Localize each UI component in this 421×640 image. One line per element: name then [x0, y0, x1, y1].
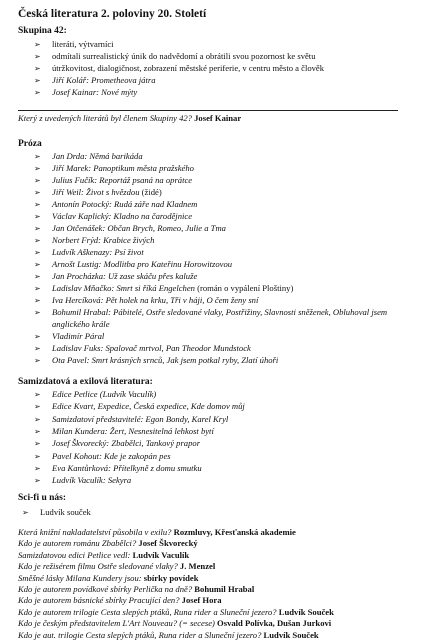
arrow-bullet-icon: ➢: [34, 272, 41, 281]
arrow-bullet-icon: ➢: [34, 332, 41, 341]
list-item: ➢ Jiří Kolář: Prometheova játra: [34, 75, 156, 85]
list-item: ➢ Ota Pavel: Smrt krásných srnců, Jak jsem potkal ryby, Zlatí úhoři: [34, 355, 279, 365]
arrow-bullet-icon: ➢: [34, 356, 41, 365]
arrow-bullet-icon: ➢: [34, 414, 41, 424]
arrow-bullet-icon: ➢: [34, 52, 41, 61]
arrow-bullet-icon: ➢: [34, 296, 41, 305]
quiz-question: Kdo je autorem povídkové sbírky Perlička na dně? Bohumil Hrabal: [18, 584, 255, 594]
quiz-answer: Josef Hora: [181, 595, 222, 606]
quiz-question: Kdo je autorem románu Zbabělci? Josef Škvorecký: [18, 538, 198, 549]
divider: [18, 110, 398, 111]
quiz-answer: sbírky povídek: [143, 572, 199, 583]
arrow-bullet-icon: ➢: [34, 451, 41, 461]
arrow-bullet-icon: ➢: [34, 224, 41, 233]
arrow-bullet-icon: ➢: [34, 236, 41, 245]
quiz-answer: Ludvík Souček: [278, 606, 334, 617]
quiz-question: Kdo je českým představitelem L'Art Nouveau? (= secese) Osvald Polívka, Dušan Jurkovi: [18, 618, 332, 629]
section-heading-scifi: Sci-fi u nás:: [18, 493, 67, 503]
arrow-bullet-icon: ➢: [34, 176, 41, 185]
arrow-bullet-icon: ➢: [34, 463, 41, 473]
quiz-answer: J. Menzel: [179, 561, 216, 572]
list-item: ➢ odmítali surrealistický únik do nadvědomí a obrátili svou pozornost ke světu: [34, 51, 316, 61]
arrow-bullet-icon: ➢: [34, 344, 41, 353]
quiz-answer: Rozmluvy, Křesťanská akademie: [173, 527, 296, 537]
list-item: ➢ Edice Petlice (Ludvík Vaculík): [34, 389, 157, 399]
arrow-bullet-icon: ➢: [34, 152, 41, 161]
arrow-bullet-icon: ➢: [34, 390, 41, 399]
list-item: ➢ Ladislav Fuks: Spalovač mrtvol, Pan Theodor Mundstock: [34, 343, 251, 353]
section-heading-samizdat: Samizdatová a exilová literatura:: [18, 377, 153, 387]
quiz-question: Který z uvedených literátů byl členem Skupiny 42? Josef Kainar: [18, 113, 242, 123]
arrow-bullet-icon: ➢: [34, 439, 41, 449]
list-item: ➢ Ludvík Vaculík: Sekyra: [34, 475, 132, 486]
document-title: Česká literatura 2. poloviny 20. Století: [18, 8, 207, 20]
list-item: ➢ Ludvík souček: [22, 507, 91, 517]
quiz-answer: Ludvík Souček: [263, 629, 319, 640]
quiz-answer: Bohumil Hrabal: [194, 584, 255, 594]
arrow-bullet-icon: ➢: [34, 188, 41, 197]
list-item: ➢ Samizdatoví představitelé: Egon Bondy, Karel Kryl: [34, 413, 229, 424]
quiz-answer: Osvald Polívka, Dušan Jurkovi: [217, 618, 332, 629]
arrow-bullet-icon: ➢: [34, 76, 41, 85]
quiz-question: Samizdatovou edici Petlice vedl: Ludvík Vaculík: [18, 549, 190, 560]
arrow-bullet-icon: ➢: [34, 248, 41, 257]
list-item: ➢ Jiří Weil: Život s hvězdou (židé): [34, 187, 162, 197]
arrow-bullet-icon: ➢: [34, 200, 41, 209]
list-item: ➢ Ladislav Mňačko: Smrt si říká Engelchen (román o vypálení Ploštiny): [34, 283, 294, 293]
arrow-bullet-icon: ➢: [34, 164, 41, 173]
list-item: ➢ Vladimír Páral: [34, 331, 105, 341]
arrow-bullet-icon: ➢: [34, 64, 41, 73]
list-item: ➢ Julius Fučík: Reportáž psaná na oprátce: [34, 175, 193, 185]
section-heading-proza: Próza: [18, 139, 42, 149]
arrow-bullet-icon: ➢: [34, 212, 41, 221]
list-item: ➢ Bohumil Hrabal: Pábitelé, Ostře sledované vlaky, Postřižiny, Slavnosti sněženek, Obluhoval jsem: [34, 307, 388, 317]
quiz-question: Kdo je režisérem filmu Ostře sledované vlaky? J. Menzel: [18, 561, 216, 572]
list-item: ➢ Pavel Kohout: Kde je zakopán pes: [34, 450, 171, 461]
list-item: ➢ literáti, výtvarníci: [34, 39, 114, 49]
list-item: ➢ Jiří Marek: Panoptikum města pražského: [34, 163, 194, 173]
quiz-question: Která knižní nakladatelství působila v exilu? Rozmluvy, Křesťanská akademie: [18, 527, 296, 537]
quiz-question: Kdo je autorem trilogie Cesta slepých ptáků, Runa rider a Sluneční jezero? Ludvík Souček: [18, 606, 334, 617]
list-item: ➢ Milan Kundera: Žert, Nesnesitelná lehkost bytí: [34, 425, 214, 436]
list-item: ➢ Antonín Potocký: Rudá záře nad Kladnem: [34, 199, 198, 209]
arrow-bullet-icon: ➢: [34, 284, 41, 293]
list-item: ➢ Ludvík Aškenazy: Psí život: [34, 247, 144, 257]
quiz-question: Kdo je autorem básnické sbírky Pracující den? Josef Hora: [18, 595, 222, 606]
list-item: ➢ Norbert Frýd: Krabice živých: [34, 235, 155, 245]
arrow-bullet-icon: ➢: [22, 508, 29, 517]
arrow-bullet-icon: ➢: [34, 40, 41, 49]
arrow-bullet-icon: ➢: [34, 260, 41, 269]
list-item: ➢ Iva Hercíková: Pět holek na krku, Tři v háji, O čem ženy sní: [34, 295, 259, 305]
list-item: anglického krále: [52, 319, 110, 329]
arrow-bullet-icon: ➢: [34, 88, 41, 97]
quiz-question: Kdo je aut. trilogie Cesta slepých ptáků, Runa rider a Sluneční jezero? Ludvík Souček: [18, 629, 319, 640]
list-item: ➢ Eva Kantůrková: Přítelkyně z domu smutku: [34, 462, 202, 473]
list-item: ➢ Josef Kainar: Nové mýty: [34, 87, 138, 97]
list-item: ➢ Jan Drda: Němá barikáda: [34, 151, 143, 161]
arrow-bullet-icon: ➢: [34, 402, 41, 412]
quiz-answer: Josef Kainar: [194, 113, 242, 123]
list-item: ➢ Edice Kvart, Expedice, Česká expedice, Kde domov můj: [34, 401, 245, 412]
list-item: ➢ Jan Procházka: Už zase skáču přes kaluže: [34, 271, 198, 281]
quiz-question: Směšné lásky Milana Kundery jsou: sbírky povídek: [18, 572, 199, 583]
section-heading-skupina: Skupina 42:: [18, 26, 67, 36]
quiz-answer: Josef Škvorecký: [138, 538, 198, 549]
arrow-bullet-icon: ➢: [34, 476, 41, 486]
list-item: ➢ Josef Škvorecký: Zbabělci, Tankový prapor: [34, 438, 201, 449]
list-item: ➢ útržkovitost, dialogičnost, zobrazení městské periferie, v centru město a člověk: [34, 63, 325, 73]
arrow-bullet-icon: ➢: [34, 426, 41, 436]
list-item: ➢ Arnošt Lustig: Modlitba pro Kateřinu Horowitzovou: [34, 259, 233, 269]
arrow-bullet-icon: ➢: [34, 308, 41, 317]
list-item: ➢ Václav Kaplický: Kladno na čarodějnice: [34, 211, 193, 221]
list-item: ➢ Jan Otčenášek: Občan Brych, Romeo, Julie a Tma: [34, 223, 226, 233]
quiz-answer: Ludvík Vaculík: [132, 549, 190, 560]
